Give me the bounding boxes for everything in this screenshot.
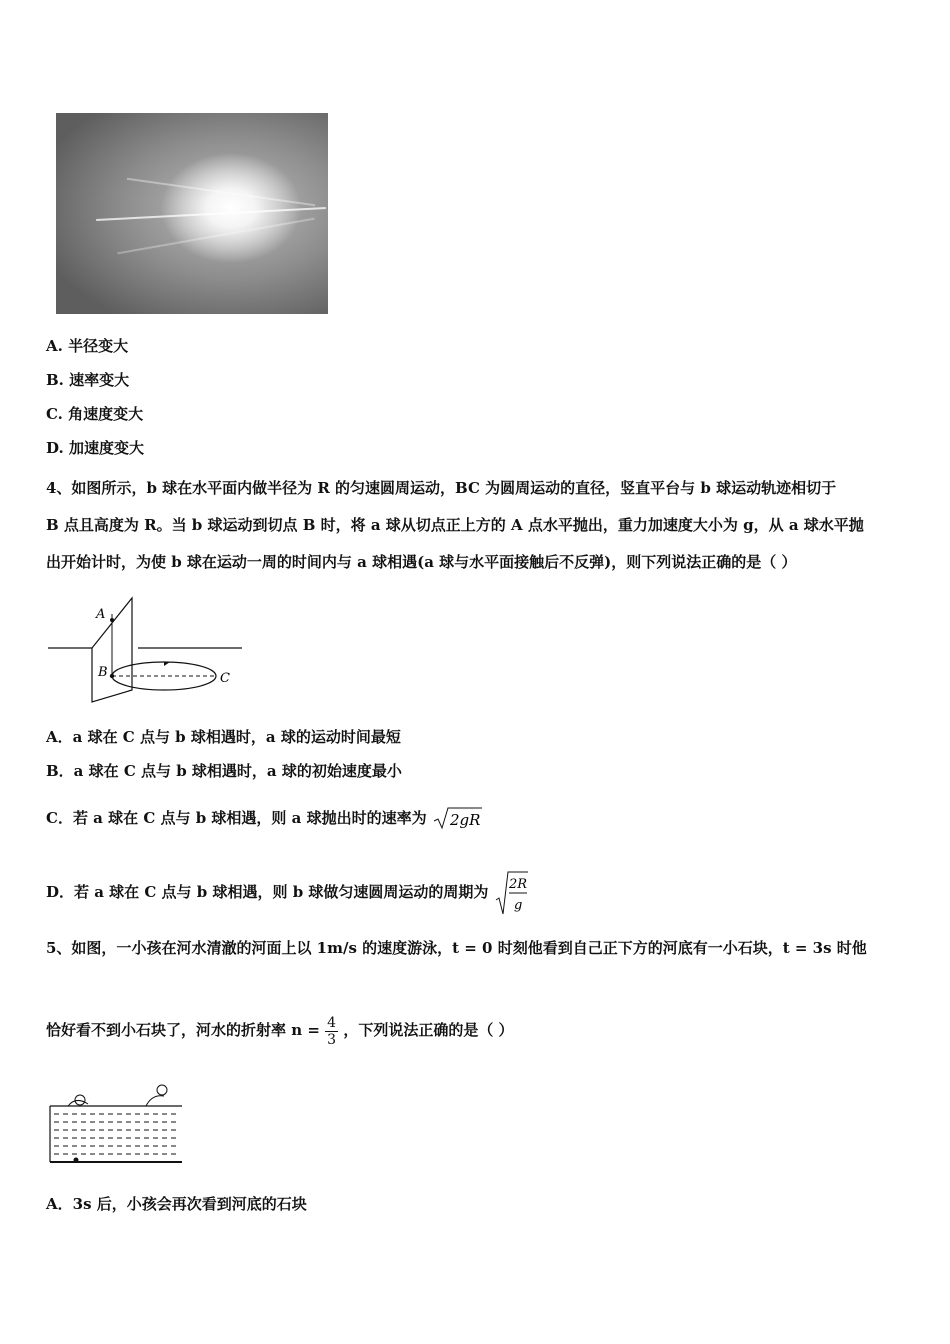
point-a: [110, 618, 114, 622]
svg-text:2R: 2R: [508, 877, 527, 892]
stone: [74, 1158, 79, 1163]
sqrt-expression-d: [494, 870, 530, 916]
sqrt-expression-c: [432, 806, 482, 832]
q5-stem-line1: 5、如图，一小孩在河水清澈的河面上以 1m/s 的速度游泳，t = 0 时刻他看到自己正下方的河底有一小石块，t = 3s 时他: [46, 939, 867, 957]
q4-stem-line2: B 点且高度为 R。当 b 球运动到切点 B 时，将 a 球从切点正上方的 A 点水平抛出，重力加速度大小为 g，从 a 球水平抛: [46, 516, 864, 534]
swimmer-start: [68, 1095, 88, 1106]
direction-arrow: [164, 662, 170, 666]
point-b: [110, 674, 114, 678]
q4-option-c: C．若 a 球在 C 点与 b 球相遇，则 a 球抛出时的速率为 2gR: [46, 806, 482, 832]
q4-stem-line1: 4、如图所示，b 球在水平面内做半径为 R 的匀速圆周运动，BC 为圆周运动的直径，竖直平台与 b 球运动轨迹相切于: [46, 479, 837, 497]
q5-stem-line2: 恰好看不到小石块了，河水的折射率 n = $\frac{4}{3}$ ，下列说法正确的是（ ）: [46, 1014, 514, 1048]
q4-option-b: B．a 球在 C 点与 b 球相遇时，a 球的初始速度最小: [46, 762, 402, 780]
q4-option-a: A．a 球在 C 点与 b 球相遇时，a 球的运动时间最短: [46, 728, 401, 746]
svg-text:g: g: [513, 898, 522, 913]
refractive-index-fraction: $\frac{4}{3}$: [327, 1014, 337, 1048]
q3-option-c: C. 角速度变大: [46, 405, 144, 423]
q4-figure: [46, 590, 246, 705]
q3-option-a: A. 半径变大: [46, 337, 129, 355]
q4-option-d: D．若 a 球在 C 点与 b 球相遇，则 b 球做匀速圆周运动的周期为 2R g: [46, 870, 530, 916]
label-c: C: [220, 671, 230, 686]
q4-stem-line3: 出开始计时，为使 b 球在运动一周的时间内与 a 球相遇(a 球与水平面接触后不反弹)，则下列说法正确的是（ ）: [46, 553, 797, 571]
svg-text:2gR: 2gR: [449, 811, 481, 829]
swimmer-end: [146, 1085, 167, 1106]
q3-option-d: D. 加速度变大: [46, 439, 144, 457]
light-photo: [56, 113, 328, 314]
q5-option-a: A．3s 后，小孩会再次看到河底的石块: [46, 1195, 307, 1213]
q5-figure: [46, 1080, 186, 1166]
label-a: A: [96, 607, 106, 622]
label-b: B: [98, 665, 108, 680]
q3-option-b: B. 速率变大: [46, 371, 130, 389]
